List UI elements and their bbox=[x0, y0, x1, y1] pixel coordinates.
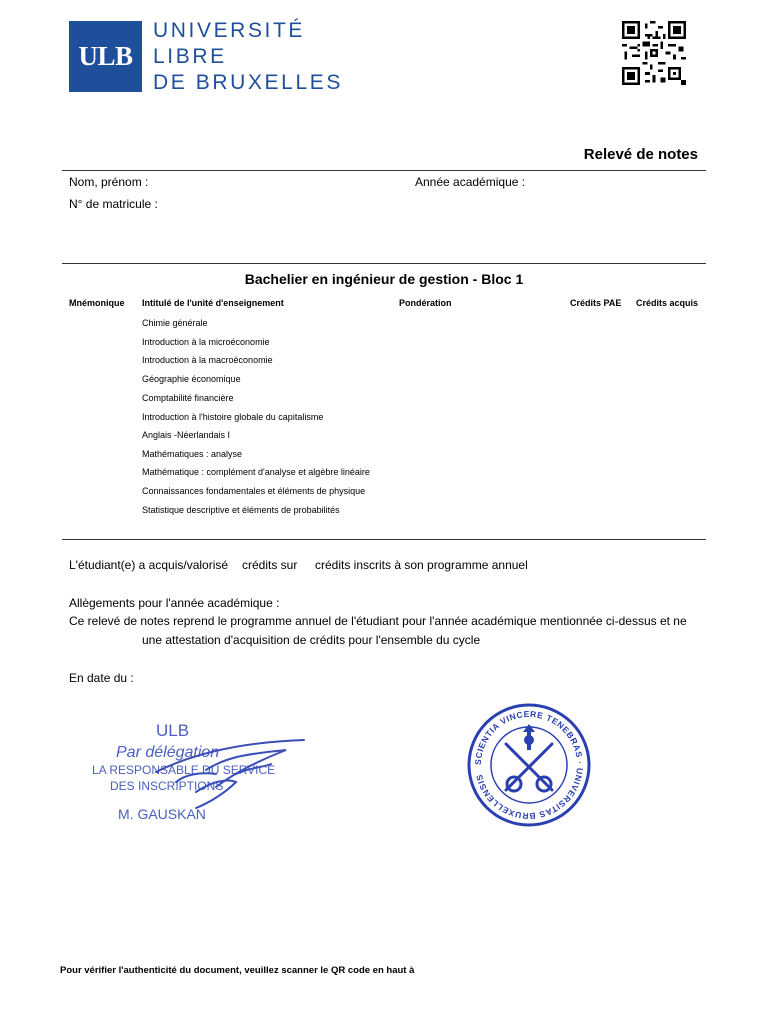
disclaimer-line-1: Ce relevé de notes reprend le programme annuel de l'étudiant pour l'année académique mentionnée ci-dessus et ne bbox=[69, 614, 687, 628]
table-row: Introduction à la microéconomie bbox=[142, 337, 270, 347]
table-row: Introduction à l'histoire globale du capitalisme bbox=[142, 412, 324, 422]
crossed-keys-icon bbox=[506, 744, 552, 791]
program-title: Bachelier en ingénieur de gestion - Bloc 1 bbox=[244, 271, 524, 287]
col-header-pae-credits: Crédits PAE bbox=[570, 298, 622, 308]
university-name-line-1: UNIVERSITÉ bbox=[153, 19, 306, 42]
summary-part-3: crédits inscrits à son programme annuel bbox=[315, 558, 528, 572]
col-header-acquired-credits: Crédits acquis bbox=[636, 298, 699, 308]
footer-note: Pour vérifier l'authenticité du document, veuillez scanner le QR code en haut à bbox=[60, 965, 415, 976]
university-seal bbox=[466, 702, 592, 828]
divider-program bbox=[62, 263, 706, 264]
university-name-line-3: DE BRUXELLES bbox=[153, 71, 343, 94]
signature-line-responsible: LA RESPONSABLE DU SERVICE bbox=[92, 763, 276, 777]
summary-part-2: crédits sur bbox=[242, 558, 298, 572]
academic-year-label: Année académique : bbox=[415, 175, 526, 189]
summary-part-1: L'étudiant(e) a acquis/valorisé bbox=[69, 558, 229, 572]
relief-label: Allègements pour l'année académique : bbox=[69, 596, 280, 610]
seal-text: SCIENTIA VINCERE TENEBRAS · UNIVERSITAS BRUXELLENSIS bbox=[472, 708, 586, 822]
table-row: Mathématique : complément d'analyse et algèbre linéaire bbox=[142, 467, 370, 477]
table-row: Chimie générale bbox=[142, 318, 208, 328]
divider-top bbox=[62, 170, 706, 171]
university-name-line-2: LIBRE bbox=[153, 45, 227, 68]
signature-line-department: DES INSCRIPTIONS bbox=[110, 779, 224, 793]
qr-code-icon bbox=[622, 21, 686, 85]
col-header-mnemonic: Mnémonique bbox=[69, 298, 125, 308]
signature-stamp bbox=[86, 712, 316, 832]
table-row: Anglais -Néerlandais I bbox=[142, 430, 231, 440]
table-row: Connaissances fondamentales et éléments de physique bbox=[142, 486, 366, 496]
signature-line-delegation: Par délégation bbox=[116, 744, 220, 761]
student-number-label: N° de matricule : bbox=[69, 197, 158, 211]
table-row: Comptabilité financière bbox=[142, 393, 234, 403]
divider-table-bottom bbox=[62, 539, 706, 540]
table-row: Mathématiques : analyse bbox=[142, 449, 243, 459]
date-label: En date du : bbox=[69, 671, 134, 685]
table-row: Statistique descriptive et éléments de probabilités bbox=[142, 505, 340, 515]
table-row: Introduction à la macroéconomie bbox=[142, 355, 273, 365]
name-label: Nom, prénom : bbox=[69, 175, 149, 189]
table-row: Géographie économique bbox=[142, 374, 241, 384]
ulb-logo bbox=[69, 21, 142, 92]
col-header-weight: Pondération bbox=[399, 298, 452, 308]
signature-line-name: M. GAUSKAN bbox=[118, 806, 206, 822]
disclaimer-line-2: une attestation d'acquisition de crédits pour l'ensemble du cycle bbox=[142, 633, 481, 647]
document-title: Relevé de notes bbox=[583, 146, 698, 163]
signature-line-ulb: ULB bbox=[156, 721, 190, 740]
col-header-course: Intitulé de l'unité d'enseignement bbox=[142, 298, 284, 308]
ulb-logo-text: ULB bbox=[78, 41, 133, 71]
